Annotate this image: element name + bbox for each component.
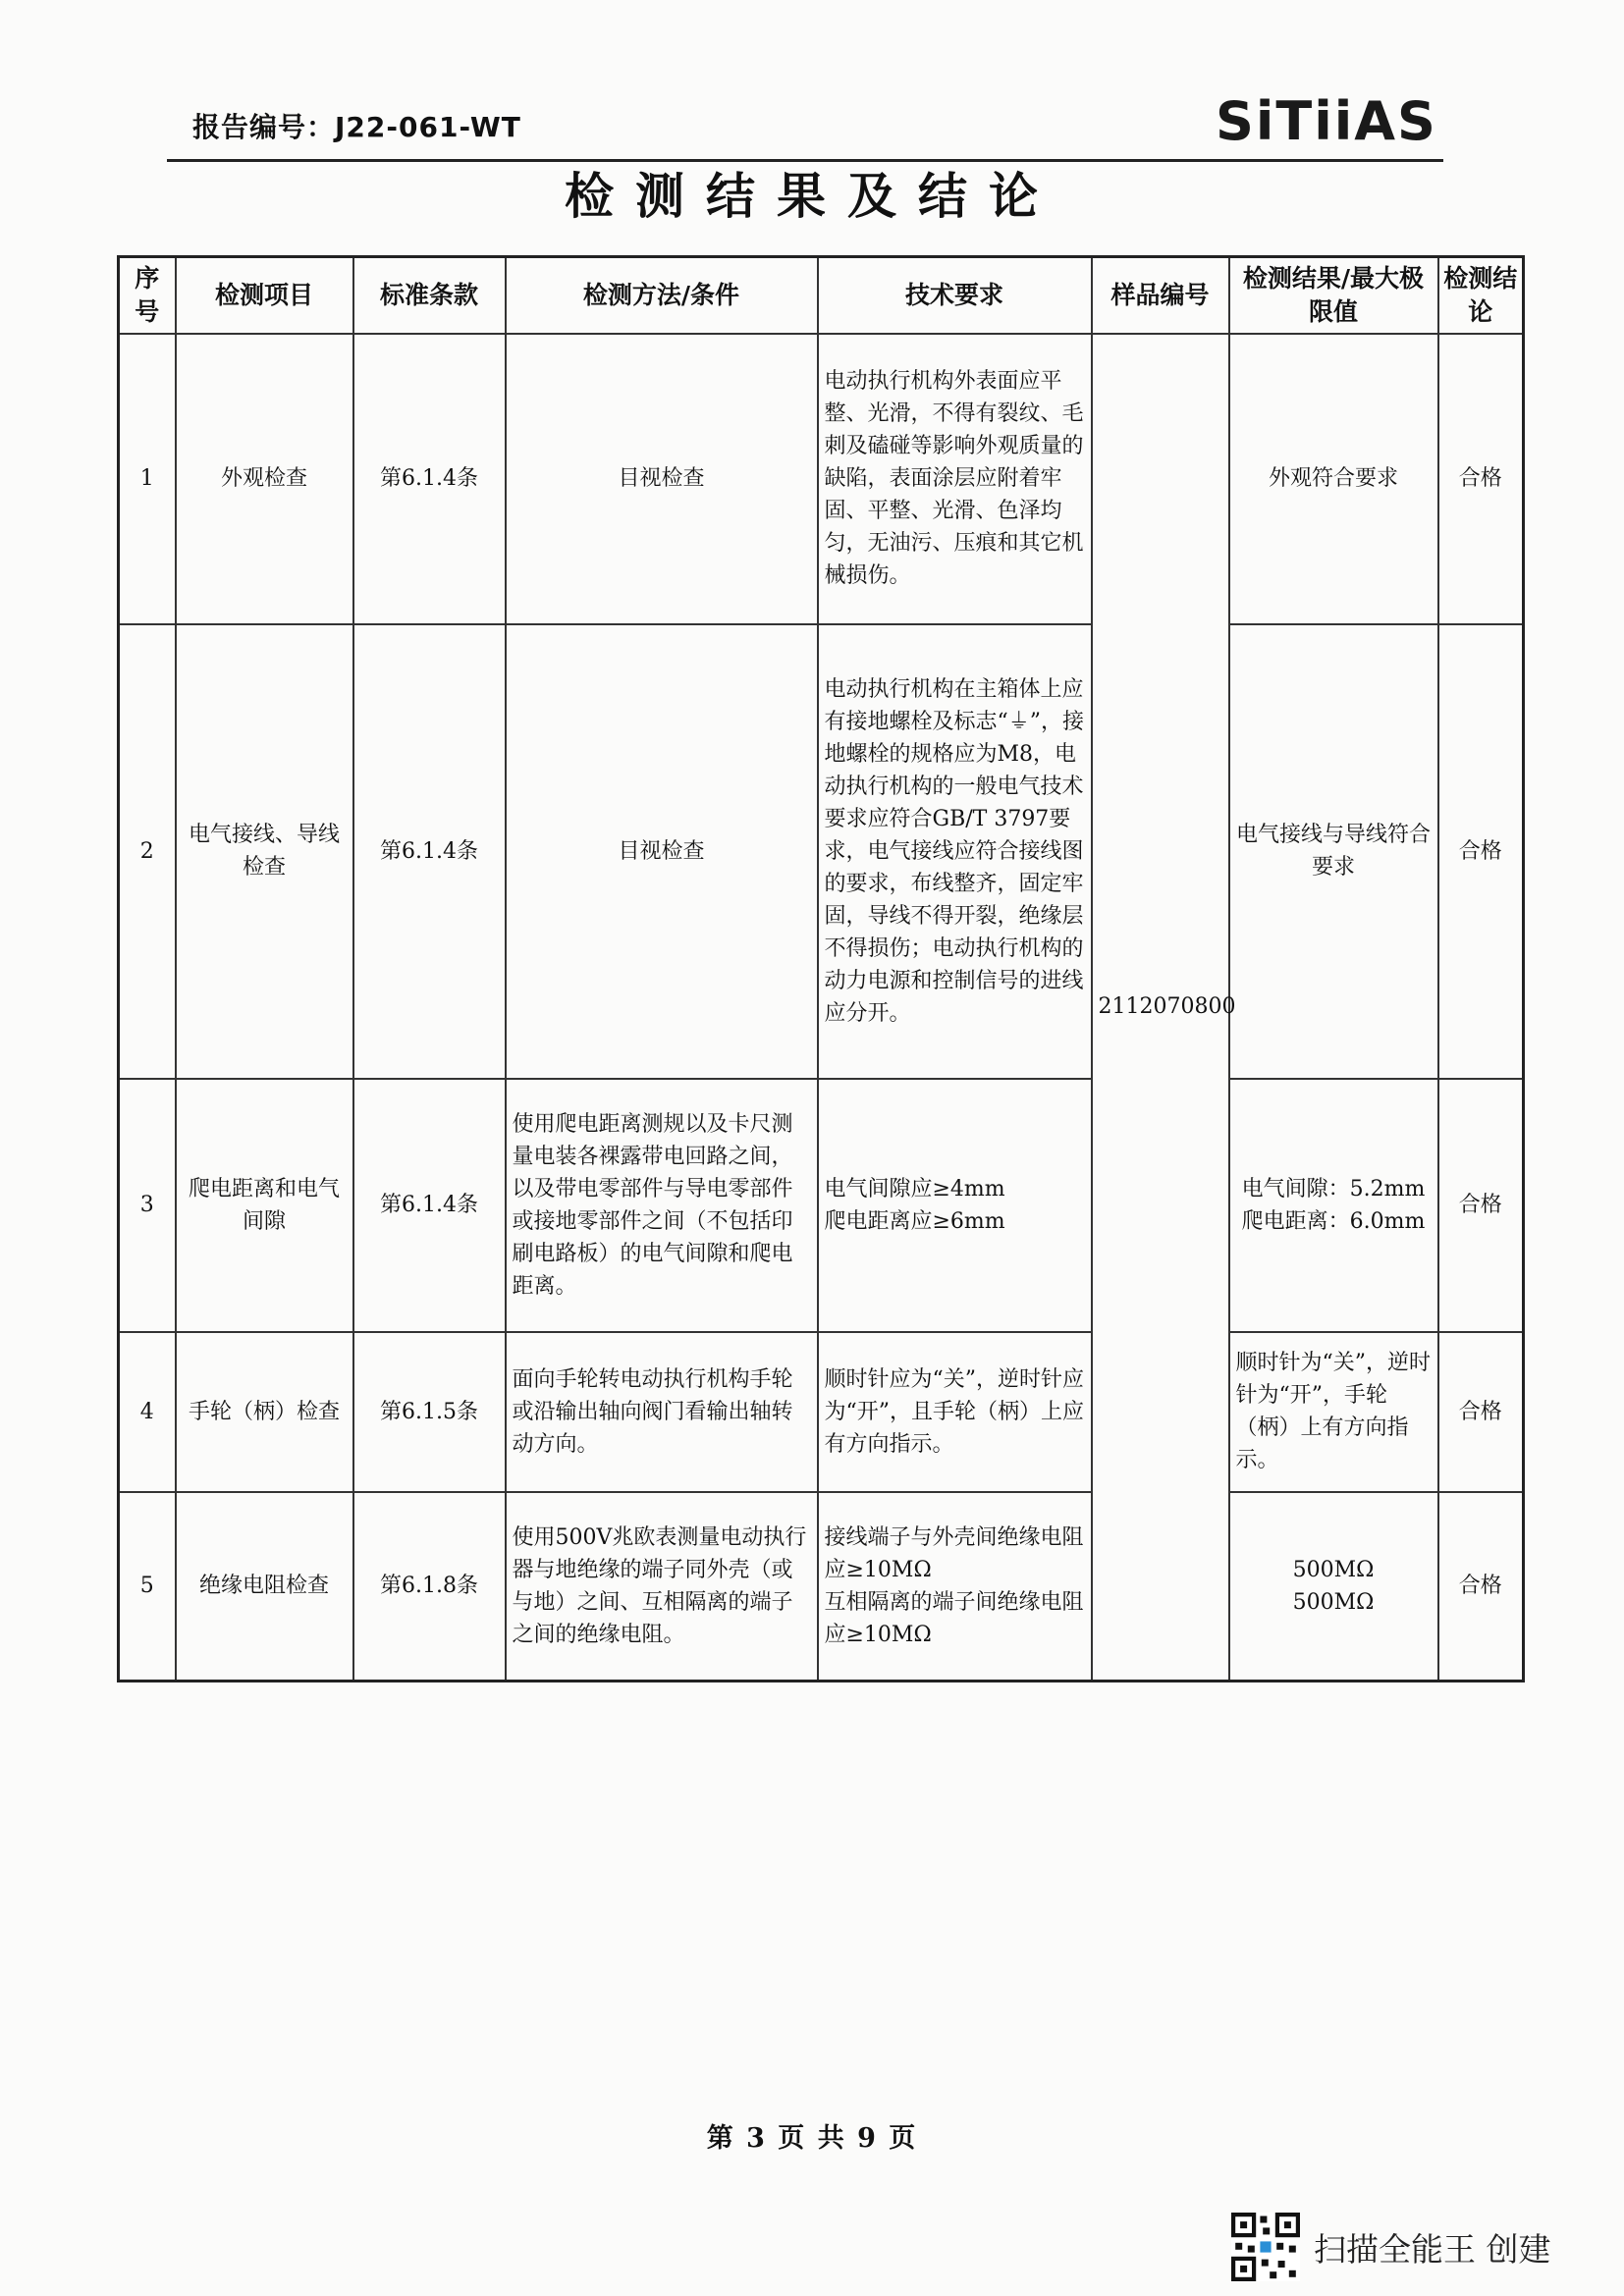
row-requirement: 接线端子与外壳间绝缘电阻应≥10MΩ 互相隔离的端子间绝缘电阻应≥10MΩ [818, 1492, 1092, 1682]
col-header-conclusion: 检测结论 [1438, 257, 1524, 334]
row-method: 使用爬电距离测规以及卡尺测量电装各裸露带电回路之间，以及带电零部件与导电零部件或接地零部件之间（不包括印刷电路板）的电气间隙和爬电距离。 [506, 1079, 818, 1332]
row-result: 顺时针为“关”，逆时针为“开”，手轮（柄）上有方向指示。 [1229, 1332, 1438, 1492]
row-method: 面向手轮转电动执行机构手轮或沿输出轴向阀门看输出轴转动方向。 [506, 1332, 818, 1492]
row-result: 外观符合要求 [1229, 334, 1438, 624]
scanner-label: 扫描全能王 创建 [1314, 2229, 1551, 2269]
row-result: 电气接线与导线符合要求 [1229, 624, 1438, 1079]
col-header-result: 检测结果/最大极限值 [1229, 257, 1438, 334]
row-conclusion: 合格 [1438, 1332, 1524, 1492]
row-clause: 第6.1.5条 [353, 1332, 506, 1492]
report-number: 报告编号：J22-061-WT [192, 111, 521, 143]
table-row [119, 624, 1524, 1079]
table-row [119, 1079, 1524, 1332]
row-no: 3 [119, 1079, 176, 1332]
row-conclusion: 合格 [1438, 624, 1524, 1079]
col-header-item: 检测项目 [176, 257, 353, 334]
row-result: 500MΩ 500MΩ [1229, 1492, 1438, 1682]
row-result: 电气间隙：5.2mm 爬电距离：6.0mm [1229, 1079, 1438, 1332]
row-conclusion: 合格 [1438, 334, 1524, 624]
row-clause: 第6.1.8条 [353, 1492, 506, 1682]
scanner-watermark [1231, 2210, 1551, 2284]
row-item: 外观检查 [176, 334, 353, 624]
row-requirement: 电动执行机构外表面应平整、光滑，不得有裂纹、毛刺及磕碰等影响外观质量的缺陷，表面涂层应附着牢固、平整、光滑、色泽均匀，无油污、压痕和其它机械损伤。 [818, 334, 1092, 624]
col-header-method: 检测方法/条件 [506, 257, 818, 334]
col-header-sample: 样品编号 [1092, 257, 1229, 334]
col-header-clause: 标准条款 [353, 257, 506, 334]
row-item: 电气接线、导线检查 [176, 624, 353, 1079]
row-requirement: 电气间隙应≥4mm 爬电距离应≥6mm [818, 1079, 1092, 1332]
row-conclusion: 合格 [1438, 1492, 1524, 1682]
row-clause: 第6.1.4条 [353, 624, 506, 1079]
row-no: 2 [119, 624, 176, 1079]
table-header-row [119, 257, 1524, 334]
row-conclusion: 合格 [1438, 1079, 1524, 1332]
row-requirement: 顺时针应为“关”，逆时针应为“开”，且手轮（柄）上应有方向指示。 [818, 1332, 1092, 1492]
row-requirement: 电动执行机构在主箱体上应有接地螺栓及标志“⏚”，接地螺栓的规格应为M8，电动执行机构的一般电气技术要求应符合GB/T 3797要求，电气接线应符合接线图的要求，布线整齐，固定牢固，导线不得开裂，绝缘层不得损伤；电动执行机构的动力电源和控制信号的进线应分开。 [818, 624, 1092, 1079]
results-table [117, 255, 1525, 1682]
col-header-requirement: 技术要求 [818, 257, 1092, 334]
row-item: 手轮（柄）检查 [176, 1332, 353, 1492]
row-item: 绝缘电阻检查 [176, 1492, 353, 1682]
col-header-no: 序号 [119, 257, 176, 334]
table-row [119, 334, 1524, 624]
row-method: 使用500V兆欧表测量电动执行器与地绝缘的端子同外壳（或与地）之间、互相隔离的端子之间的绝缘电阻。 [506, 1492, 818, 1682]
row-no: 4 [119, 1332, 176, 1492]
row-method: 目视检查 [506, 624, 818, 1079]
page-number: 第 3 页 共 9 页 [706, 2123, 918, 2154]
table-row [119, 1332, 1524, 1492]
row-clause: 第6.1.4条 [353, 1079, 506, 1332]
company-logo: SiTiiAS [1216, 90, 1437, 152]
qr-code-icon [1231, 2213, 1300, 2281]
row-clause: 第6.1.4条 [353, 334, 506, 624]
row-no: 1 [119, 334, 176, 624]
table-row [119, 1492, 1524, 1682]
page-title: 检测结果及结论 [565, 168, 1059, 225]
sample-id: 2112070800 [1092, 334, 1229, 1682]
row-method: 目视检查 [506, 334, 818, 624]
row-no: 5 [119, 1492, 176, 1682]
row-item: 爬电距离和电气间隙 [176, 1079, 353, 1332]
